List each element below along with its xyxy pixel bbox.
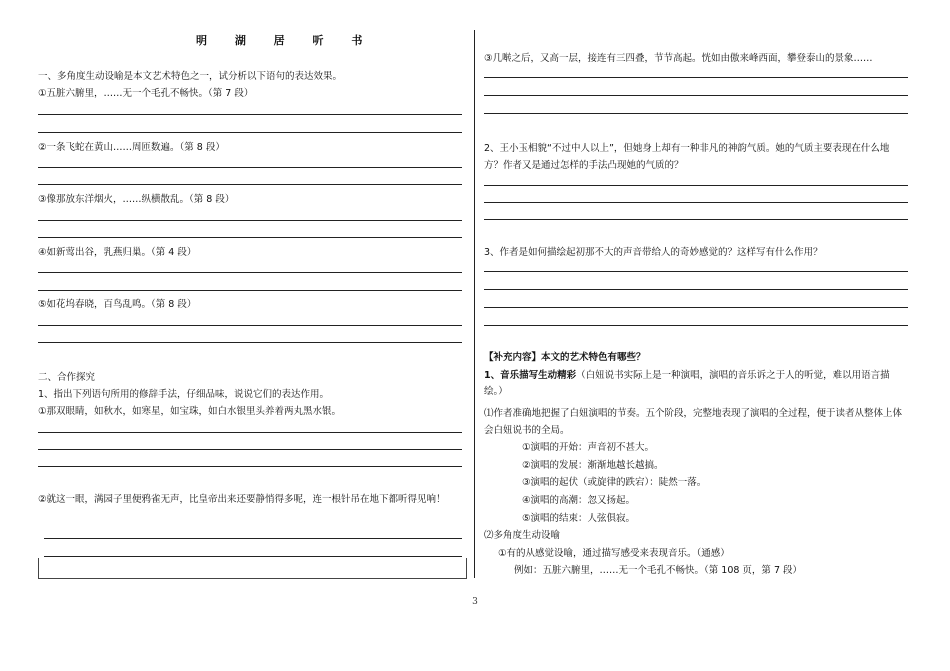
question-item-4: ④如新莺出谷，乳燕归巢。（第 4 段） xyxy=(38,247,197,258)
point-1 xyxy=(484,368,908,400)
answer-line[interactable] xyxy=(44,556,462,557)
answer-line[interactable] xyxy=(484,325,908,326)
answer-line[interactable] xyxy=(38,325,462,326)
question-1: 1、指出下列语句所用的修辞手法，仔细品味，说说它们的表达作用。 xyxy=(38,389,330,400)
page-number: 3 xyxy=(472,597,478,607)
answer-line[interactable] xyxy=(484,271,908,272)
stage-item: ③演唱的起伏（或旋律的跌宕）：陡然一落。 xyxy=(522,477,707,488)
answer-line[interactable] xyxy=(484,95,908,96)
page-title: 明 湖 居 听 书 xyxy=(196,34,375,47)
answer-line[interactable] xyxy=(484,185,908,186)
answer-line[interactable] xyxy=(38,220,462,221)
sub-point-2: ⑵多角度生动设喻 xyxy=(484,530,561,541)
answer-line[interactable] xyxy=(484,289,908,290)
answer-line[interactable] xyxy=(38,167,462,168)
answer-line[interactable] xyxy=(484,219,908,220)
example-text: 例如：五脏六腑里，……无一个毛孔不畅快。（第 108 页，第 7 段） xyxy=(514,565,803,576)
answer-line[interactable] xyxy=(38,114,462,115)
answer-line[interactable] xyxy=(484,77,908,78)
answer-line[interactable] xyxy=(38,272,462,273)
supplement-heading: 【补充内容】本文的艺术特色有哪些？ xyxy=(484,352,646,363)
answer-line[interactable] xyxy=(484,113,908,114)
answer-line[interactable] xyxy=(38,432,462,433)
point-1-text: （白妞说书实际上是一种演唱，演唱的音乐诉之于人的听觉，难以用语言描绘。） xyxy=(484,370,890,397)
question-item-2: ②一条飞蛇在黄山……周匝数遍。（第 8 段） xyxy=(38,142,225,153)
stage-item: ⑤演唱的结束：人弦俱寂。 xyxy=(522,513,636,524)
question-1-item-1: ①那双眼睛，如秋水，如寒星，如宝珠，如白水银里头养着两丸黑水银。 xyxy=(38,406,342,417)
question-item-3: ③像那放东洋烟火，……纵横散乱。（第 8 段） xyxy=(38,194,235,205)
question-item-5: ⑤如花坞春晓，百鸟乱鸣。（第 8 段） xyxy=(38,299,197,310)
answer-line[interactable] xyxy=(484,202,908,203)
question-3: 3、作者是如何描绘起初那不大的声音带给人的奇妙感觉的？这样写有什么作用？ xyxy=(484,247,823,258)
question-item-1: ①五脏六腑里，……无一个毛孔不畅快。（第 7 段） xyxy=(38,88,254,99)
question-1-item-2: ②就这一眼，满园子里便鸦雀无声，比皇帝出来还要静悄得多呢，连一根针吊在地下都听得见响！ xyxy=(38,494,446,505)
answer-line[interactable] xyxy=(484,307,908,308)
answer-line[interactable] xyxy=(38,184,462,185)
answer-line[interactable] xyxy=(38,132,462,133)
stage-item: ①演唱的开始：声音初不甚大。 xyxy=(522,442,655,453)
question-item-continued: ③几啭之后，又高一层，接连有三四叠，节节高起。恍如由傲来峰西面，攀登泰山的景象…… xyxy=(484,53,873,64)
question-2: 2、王小玉相貌“不过中人以上”，但她身上却有一种非凡的神韵气质。她的气质主要表现在什么地方？作者又是通过怎样的手法凸现她的气质的？ xyxy=(484,143,890,171)
answer-line[interactable] xyxy=(44,538,462,539)
answer-line[interactable] xyxy=(38,237,462,238)
section2-heading: 二、合作探究 xyxy=(38,372,96,383)
answer-line[interactable] xyxy=(38,342,462,343)
stage-item: ④演唱的高潮：忽又扬起。 xyxy=(522,495,636,506)
sub-point-2-item-1: ①有的从感觉设喻，通过描写感受来表现音乐。（通感） xyxy=(498,548,730,559)
answer-box[interactable] xyxy=(38,558,467,579)
section1-heading: 一、多角度生动设喻是本文艺术特色之一，试分析以下语句的表达效果。 xyxy=(38,71,343,82)
answer-line[interactable] xyxy=(38,449,462,450)
answer-line[interactable] xyxy=(38,466,462,467)
stage-item: ②演唱的发展：渐渐地越长越搞。 xyxy=(522,460,664,471)
point-1-title: 1、音乐描写生动精彩 xyxy=(484,370,577,381)
answer-line[interactable] xyxy=(38,290,462,291)
column-divider xyxy=(474,30,475,578)
sub-point-1: ⑴作者准确地把握了白妞演唱的节奏。五个阶段，完整地表现了演唱的全过程，便于读者从整体上体会白妞说书的全局。 xyxy=(484,408,903,436)
